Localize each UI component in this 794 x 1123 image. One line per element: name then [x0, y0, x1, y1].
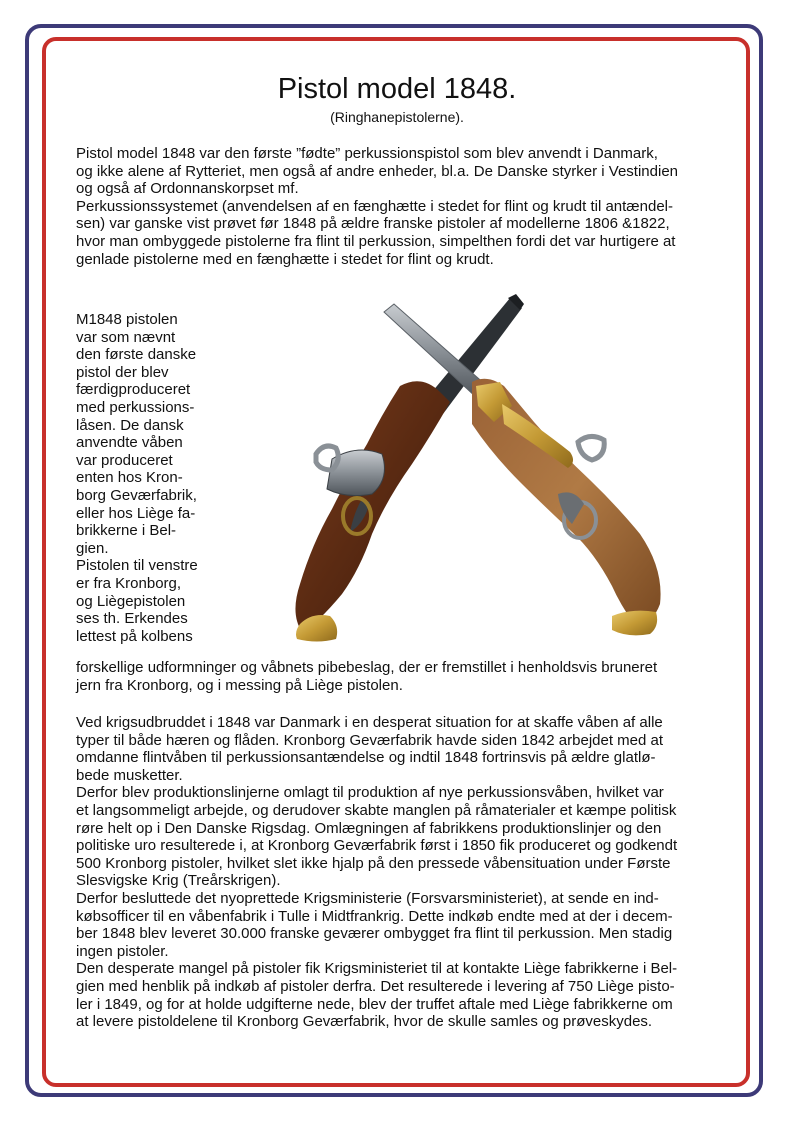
- text-line: omdanne flintvåben til perkussionsantændelse og indtil 1848 fortrinsvis på ældre glatlø-: [76, 749, 656, 767]
- text-line: brikkerne i Bel-: [76, 522, 177, 540]
- text-line: bede musketter.: [76, 766, 183, 784]
- crossed-pistols-image: [272, 294, 672, 646]
- continuation-paragraph: [76, 659, 724, 694]
- text-line: sen) var ganske vist prøvet før 1848 på ældre franske pistoler af modellerne 1806 &1822,: [76, 215, 670, 233]
- text-line: hvor man ombyggede pistolerne fra flint til perkussion, simpelthen fordi det var hurtigere at: [76, 232, 676, 250]
- text-line: færdigproduceret: [76, 381, 191, 399]
- text-line: var produceret: [76, 451, 173, 469]
- kronborg-pistol: [295, 294, 524, 642]
- text-line: den første danske: [76, 346, 197, 364]
- text-line: ber 1848 blev leveret 30.000 franske geværer ombygget fra flint til perkussion. Men stadig: [76, 925, 673, 943]
- text-line: røre helt op i Den Danske Rigsdag. Omlægningen af fabrikkens produktionslinjer og den: [76, 819, 662, 837]
- text-line: genlade pistolerne med en fænghætte i stedet for flint og krudt.: [76, 250, 494, 268]
- text-line: Ved krigsudbruddet i 1848 var Danmark i en desperat situation for at skaffe våben af alle: [76, 714, 663, 731]
- text-line: Derfor blev produktionslinjerne omlagt til produktion af nye perkussionsvåben, hvilket var: [76, 784, 664, 802]
- page-title: Pistol model 1848.: [277, 73, 517, 105]
- text-line: var som nævnt: [76, 328, 176, 346]
- page-subtitle: (Ringhanepistolerne).: [330, 109, 464, 125]
- text-line: er fra Kronborg,: [76, 574, 182, 592]
- text-line: enten hos Kron-: [76, 469, 183, 487]
- side-column-text: [76, 311, 236, 645]
- text-line: Derfor besluttede det nyoprettede Krigsministerie (Forsvarsministeriet), at sende en ind-: [76, 889, 659, 907]
- text-line: et langsommeligt arbejde, og derudover skabte manglen på råmaterialer et kæmpe politisk: [76, 801, 677, 819]
- text-line: og ikke alene af Rytteriet, men også af andre enheder, bl.a. De Danske styrker i Vestindien: [76, 162, 679, 180]
- text-line: købsofficer til en våbenfabrik i Tulle i Midtfrankrig. Dette indkøb endte med at der i decem-: [76, 907, 673, 925]
- text-line: ler i 1849, og for at holde udgifterne nede, blev der truffet aftale med Liège fabrikkerne om: [76, 995, 673, 1013]
- text-line: eller hos Liège fa-: [76, 504, 196, 522]
- text-line: at levere pistoldelene til Kronborg Geværfabrik, hvor de skulle samles og prøveskydes.: [76, 1013, 653, 1031]
- text-line: politiske uro resulterede i, at Kronborg Geværfabrik først i 1850 fik produceret og godkendt: [76, 837, 678, 855]
- text-line: jern fra Kronborg, og i messing på Liège pistolen.: [76, 676, 403, 694]
- text-line: pistol der blev: [76, 363, 169, 381]
- text-line: Den desperate mangel på pistoler fik Krigsministeriet til at kontakte Liège fabrikkerne i Bel-: [76, 960, 678, 978]
- liege-pistol: [384, 304, 661, 635]
- text-line: 500 Kronborg pistoler, hvilket slet ikke hjalp på den pressede våbensituation under Første: [76, 854, 671, 872]
- text-line: Slesvigske Krig (Treårskrigen).: [76, 872, 281, 890]
- text-line: Perkussionssystemet (anvendelsen af en fænghætte i stedet for flint og krudt til antændel-: [76, 197, 673, 215]
- text-line: låsen. De dansk: [76, 416, 184, 434]
- history-paragraph: [76, 714, 724, 1031]
- text-line: og også af Ordonnanskorpset mf.: [76, 180, 299, 198]
- text-line: typer til både hæren og flåden. Kronborg Geværfabrik havde siden 1842 arbejdet med at: [76, 731, 664, 749]
- text-line: forskellige udformninger og våbnets pibebeslag, der er fremstillet i henholdsvis bruneret: [76, 659, 658, 676]
- text-line: borg Geværfabrik,: [76, 486, 197, 504]
- text-line: Pistolen til venstre: [76, 557, 198, 575]
- intro-paragraph: [76, 145, 724, 268]
- text-line: ingen pistoler.: [76, 942, 169, 960]
- text-line: Pistol model 1848 var den første ”fødte” perkussionspistol som blev anvendt i Danmark,: [76, 145, 658, 162]
- text-line: M1848 pistolen: [76, 311, 178, 328]
- text-line: med perkussions-: [76, 398, 195, 416]
- text-line: lettest på kolbens: [76, 627, 193, 645]
- text-line: anvendte våben: [76, 434, 183, 452]
- text-line: gien med henblik på indkøb af pistoler derfra. Det resulterede i levering af 750 Liège pisto-: [76, 977, 675, 995]
- text-line: gien.: [76, 539, 109, 557]
- text-line: og Liègepistolen: [76, 592, 186, 610]
- text-line: ses th. Erkendes: [76, 610, 188, 628]
